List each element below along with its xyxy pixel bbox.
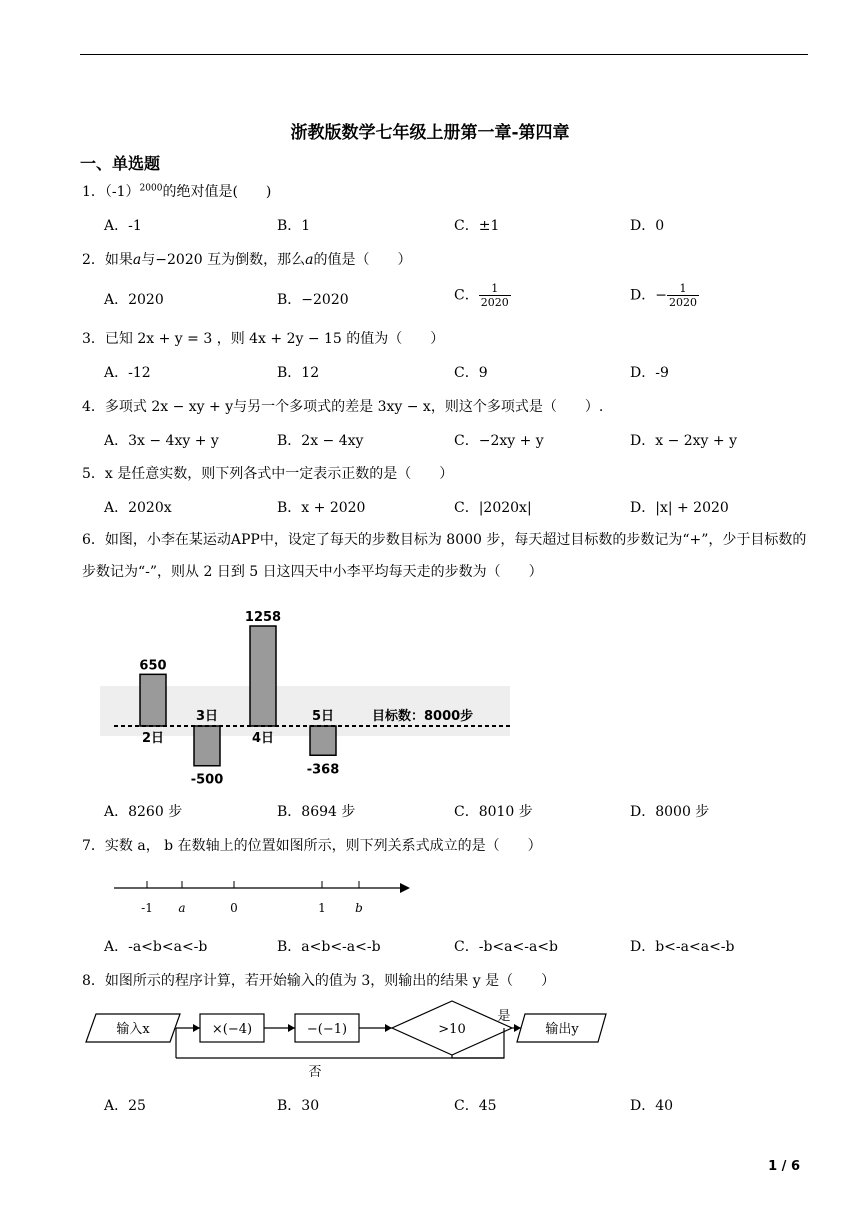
q4-option-a[interactable]: A．3x − 4xy + y (104, 433, 219, 449)
subtract-label: −(−1) (306, 1022, 348, 1037)
bar-4日 (250, 626, 276, 726)
q2-var-a: a (132, 252, 142, 268)
tick-label-0: 0 (230, 901, 238, 915)
page-title: 浙教版数学七年级上册第一章-第四章 (290, 123, 570, 143)
q8-option-c[interactable]: C．45 (454, 1098, 497, 1114)
value-label-4日: 1258 (244, 610, 282, 625)
section-heading: 一、单选题 (80, 154, 161, 173)
q5-option-d[interactable]: D．|x| + 2020 (630, 500, 729, 516)
bar-5日 (310, 726, 336, 755)
q2-option-a[interactable]: A．2020 (104, 292, 164, 308)
output-label: 输出y (545, 1022, 579, 1037)
q2-option-d-letter: D．− (630, 287, 667, 304)
yes-label: 是 (497, 1009, 511, 1024)
category-label-4日: 4日 (251, 731, 275, 746)
tick-label-a: a (178, 901, 186, 915)
q5-option-b[interactable]: B．x + 2020 (277, 500, 366, 516)
q2-option-b[interactable]: B．−2020 (277, 292, 349, 308)
q5-option-a[interactable]: A．2020x (104, 500, 172, 516)
bar-3日 (194, 726, 220, 766)
q7-option-c[interactable]: C．-b<a<-a<b (454, 939, 558, 955)
bar-2日 (140, 674, 166, 726)
fraction-denominator: 2020 (668, 296, 697, 309)
q8-option-d[interactable]: D．40 (630, 1098, 674, 1114)
question-5: 5．x 是任意实数，则下列各式中一定表示正数的是（ ） (82, 466, 454, 482)
tick-label-b: b (355, 901, 363, 915)
q7-option-a[interactable]: A．-a<b<a<-b (104, 939, 208, 955)
q8-option-b[interactable]: B．30 (277, 1098, 320, 1114)
question-8: 8．如图所示的程序计算，若开始输入的值为 3，则输出的结果 y 是（ ） (82, 973, 556, 989)
value-label-5日: -368 (306, 762, 340, 778)
q4-option-d[interactable]: D．x − 2xy + y (630, 433, 738, 449)
q4-option-c[interactable]: C．−2xy + y (454, 433, 544, 449)
q2-option-c-fraction (479, 282, 511, 309)
no-label: 否 (308, 1065, 322, 1080)
q1-exponent: 2000 (139, 183, 163, 194)
category-label-5日: 5日 (311, 709, 335, 724)
question-1 (82, 181, 271, 201)
q4-option-b[interactable]: B．2x − 4xy (277, 433, 364, 449)
q6-option-d[interactable]: D．8000 步 (630, 804, 710, 820)
condition-label: >10 (438, 1022, 466, 1037)
q2-stem-b: 的值是（ ） (313, 252, 412, 268)
q1-option-d[interactable]: D．0 (630, 218, 665, 234)
q1-option-c[interactable]: C．±1 (454, 218, 500, 234)
q1-option-b[interactable]: B．1 (277, 218, 311, 234)
q3-option-c[interactable]: C．9 (454, 365, 488, 381)
q2-option-c[interactable] (454, 282, 511, 309)
q7-option-b[interactable]: B．a<b<-a<-b (277, 939, 381, 955)
tick-label-1: 1 (318, 901, 326, 915)
q2-option-d[interactable] (630, 282, 699, 309)
header-rule (80, 54, 808, 55)
q3-option-b[interactable]: B．12 (277, 365, 320, 381)
q3-option-a[interactable]: A．-12 (104, 365, 151, 381)
q2-var-a2: a (305, 252, 314, 268)
q2-option-c-letter: C． (454, 287, 479, 304)
multiply-label: ×(−4) (211, 1022, 253, 1037)
q6-option-b[interactable]: B．8694 步 (277, 804, 356, 820)
q6-option-a[interactable]: A．8260 步 (104, 804, 183, 820)
q7-option-d[interactable]: D．b<-a<a<-b (630, 939, 735, 955)
q6-option-c[interactable]: C．8010 步 (454, 804, 533, 820)
question-6: 6．如图，小李在某运动APP中，设定了每天的步数目标为 8000 步，每天超过目标数的步数记为“+”，少于目标数的步数记为“-”，则从 2 日到 5 日这四天中小李平均每天走的步数为（ ） (82, 532, 807, 580)
input-label: 输入x (116, 1022, 150, 1037)
q2-stem-a: 2．如果 (82, 252, 133, 268)
q3-option-d[interactable]: D．-9 (630, 365, 669, 381)
q1-option-a[interactable]: A．-1 (104, 218, 142, 234)
q8-option-a[interactable]: A．25 (104, 1098, 146, 1114)
number-line (110, 872, 410, 918)
fraction-numerator: 1 (667, 282, 699, 296)
question-7: 7．实数 a， b 在数轴上的位置如图所示，则下列关系式成立的是（ ） (82, 838, 542, 854)
q5-option-c[interactable]: C．|2020x| (454, 500, 532, 516)
baseline-label: 目标数：8000步 (372, 709, 474, 724)
question-3: 3．已知 2x + y = 3 ，则 4x + 2y − 15 的值为（ ） (82, 331, 445, 347)
category-label-2日: 2日 (141, 731, 165, 746)
value-label-3日: -500 (190, 772, 224, 788)
program-flowchart (80, 998, 620, 1082)
q1-stem-b: 的绝对值是( ) (162, 184, 272, 200)
fraction-numerator: 1 (479, 282, 511, 296)
fraction-denominator: 2020 (480, 296, 509, 309)
q1-stem-a: 1．（-1） (82, 184, 140, 200)
category-label-3日: 3日 (195, 709, 219, 724)
value-label-2日: 650 (139, 658, 167, 674)
question-4: 4．多项式 2x − xy + y与另一个多项式的差是 3xy − x，则这个多项式是（ ）. (82, 399, 604, 415)
q2-stem-mid: 与−2020 互为倒数，那么 (141, 252, 306, 268)
question-2 (82, 249, 411, 269)
tick-label-neg1: -1 (141, 901, 153, 915)
step-chart (100, 600, 520, 790)
q2-option-d-fraction (667, 282, 699, 309)
page-number: 1 / 6 (768, 1159, 800, 1174)
